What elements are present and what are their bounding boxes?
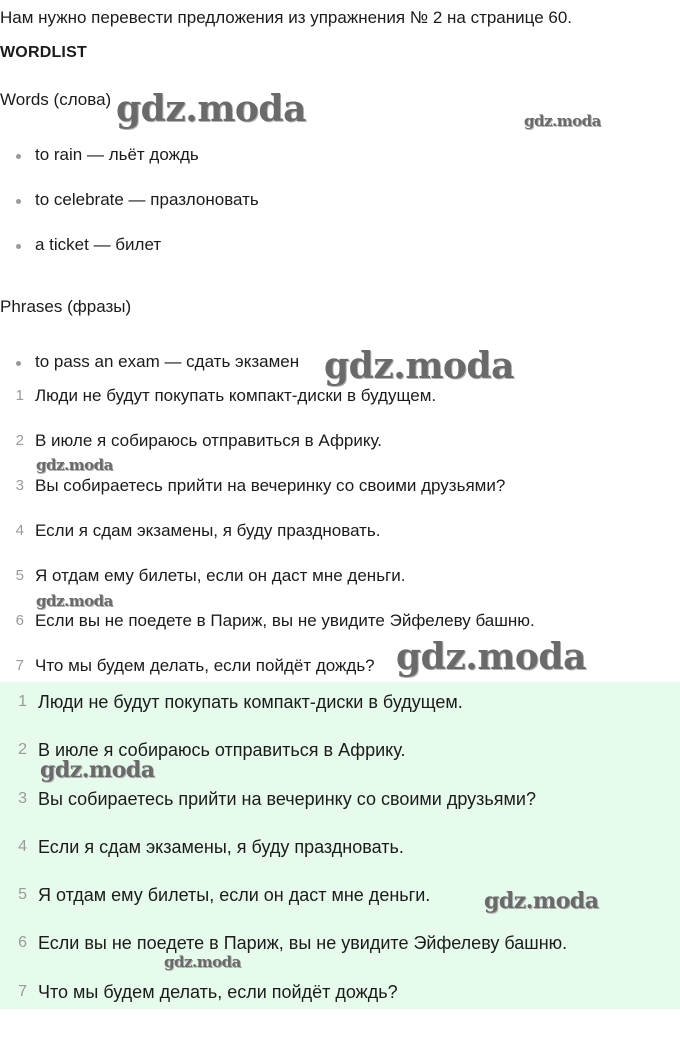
words-heading: Words (слова) (0, 90, 112, 109)
answer-text: В июле я собираюсь отправиться в Африку. (38, 740, 406, 760)
bullet-icon (16, 361, 21, 366)
sentence-number: 4 (15, 522, 24, 539)
intro-text: Нам нужно перевести предложения из упражнения № 2 на странице 60. (0, 8, 572, 27)
sentence-number: 7 (15, 657, 24, 674)
sentence-number: 5 (15, 567, 24, 584)
word-text: to celebrate — празлоновать (35, 190, 259, 209)
answer-text: Вы собираетесь прийти на вечеринку со своими друзьями? (38, 789, 536, 809)
watermark: gdz.moda (484, 888, 599, 914)
watermark: gdz.moda (116, 88, 306, 130)
answer-number: 1 (18, 693, 27, 710)
sentence-text: Что мы будем делать, если пойдёт дождь? (35, 656, 375, 675)
answer-number: 4 (18, 838, 27, 855)
sentence-number: 2 (15, 432, 24, 449)
sentence-text: Я отдам ему билеты, если он даст мне деньги. (35, 566, 406, 585)
watermark: gdz.moda (164, 953, 241, 971)
word-text: a ticket — билет (35, 235, 162, 254)
sentence-number: 3 (15, 477, 24, 494)
answer-text: Если я сдам экзамены, я буду праздновать. (38, 837, 404, 857)
bullet-icon (16, 244, 21, 249)
watermark: gdz.moda (40, 757, 155, 783)
phrase-text: to pass an exam — сдать экзамен (35, 352, 300, 371)
sentence-text: Если вы не поедете в Париж, вы не увидите Эйфелеву башню. (35, 611, 535, 630)
answer-number: 3 (18, 790, 27, 807)
sentence-text: Люди не будут покупать компакт-диски в будущем. (35, 386, 437, 405)
answer-text: Что мы будем делать, если пойдёт дождь? (38, 982, 398, 1002)
wordlist-heading: WORDLIST (0, 44, 87, 61)
watermark: gdz.moda (36, 592, 113, 610)
watermark: gdz.moda (324, 345, 514, 387)
sentence-text: В июле я собираюсь отправиться в Африку. (35, 431, 383, 450)
watermark: gdz.moda (36, 456, 113, 474)
answer-number: 5 (18, 886, 27, 903)
answer-text: Люди не будут покупать компакт-диски в будущем. (38, 692, 463, 712)
sentence-number: 1 (15, 387, 24, 404)
sentence-text: Вы собираетесь прийти на вечеринку со своими друзьями? (35, 476, 506, 495)
answer-text: Если вы не поедете в Париж, вы не увидите Эйфелеву башню. (38, 933, 568, 953)
answer-text: Я отдам ему билеты, если он даст мне деньги. (38, 885, 431, 905)
watermark: gdz.moda (396, 636, 586, 678)
sentence-number: 6 (15, 612, 24, 629)
answer-number: 7 (18, 983, 27, 1000)
answer-number: 2 (18, 741, 27, 758)
bullet-icon (16, 154, 21, 159)
sentence-text: Если я сдам экзамены, я буду праздновать. (35, 521, 381, 540)
watermark: gdz.moda (524, 112, 601, 130)
answer-number: 6 (18, 934, 27, 951)
phrases-heading: Phrases (фразы) (0, 297, 132, 316)
word-text: to rain — льёт дождь (35, 145, 199, 164)
bullet-icon (16, 199, 21, 204)
